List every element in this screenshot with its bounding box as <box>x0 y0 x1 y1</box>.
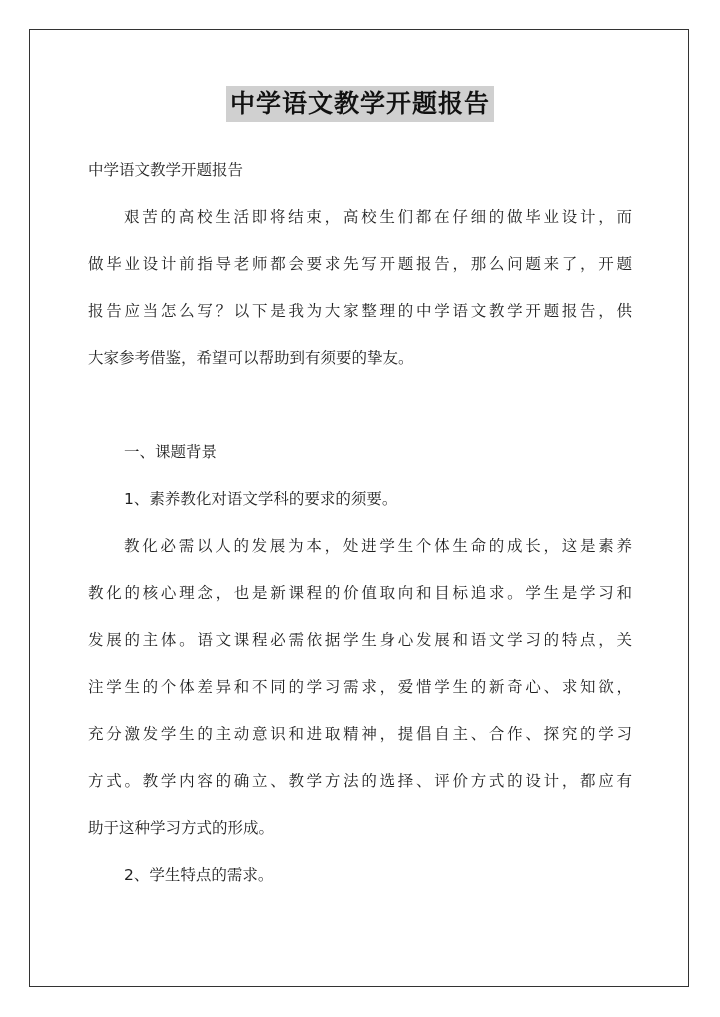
intro-line-4: 大家参考借鉴，希望可以帮助到有须要的挚友。 <box>88 349 414 367</box>
intro-line-2: 做毕业设计前指导老师都会要求先写开题报告，那么问题来了，开题 <box>88 255 632 273</box>
item-2-heading: 2、学生特点的需求。 <box>124 866 274 884</box>
item-1-line-6: 方式。教学内容的确立、教学方法的选择、评价方式的设计，都应有 <box>88 772 632 790</box>
item-1-line-7: 助于这种学习方式的形成。 <box>88 819 275 837</box>
intro-line-3: 报告应当怎么写？以下是我为大家整理的中学语文教学开题报告，供 <box>88 302 632 320</box>
document-title: 中学语文教学开题报告 <box>226 86 494 122</box>
document-subtitle: 中学语文教学开题报告 <box>88 161 244 179</box>
item-1-line-5: 充分激发学生的主动意识和进取精神，提倡自主、合作、探究的学习 <box>88 725 632 743</box>
item-1-line-1: 教化必需以人的发展为本，处进学生个体生命的成长，这是素养 <box>124 537 632 555</box>
item-1-heading: 1、素养教化对语文学科的要求的须要。 <box>124 490 398 508</box>
item-1-line-3: 发展的主体。语文课程必需依据学生身心发展和语文学习的特点，关 <box>88 631 632 649</box>
intro-line-1: 艰苦的高校生活即将结束，高校生们都在仔细的做毕业设计，而 <box>124 208 632 226</box>
section-heading-background: 一、课题背景 <box>124 443 218 461</box>
item-1-line-4: 注学生的个体差异和不同的学习需求，爱惜学生的新奇心、求知欲， <box>88 678 632 696</box>
title-container <box>0 86 720 122</box>
item-1-line-2: 教化的核心理念，也是新课程的价值取向和目标追求。学生是学习和 <box>88 584 632 602</box>
